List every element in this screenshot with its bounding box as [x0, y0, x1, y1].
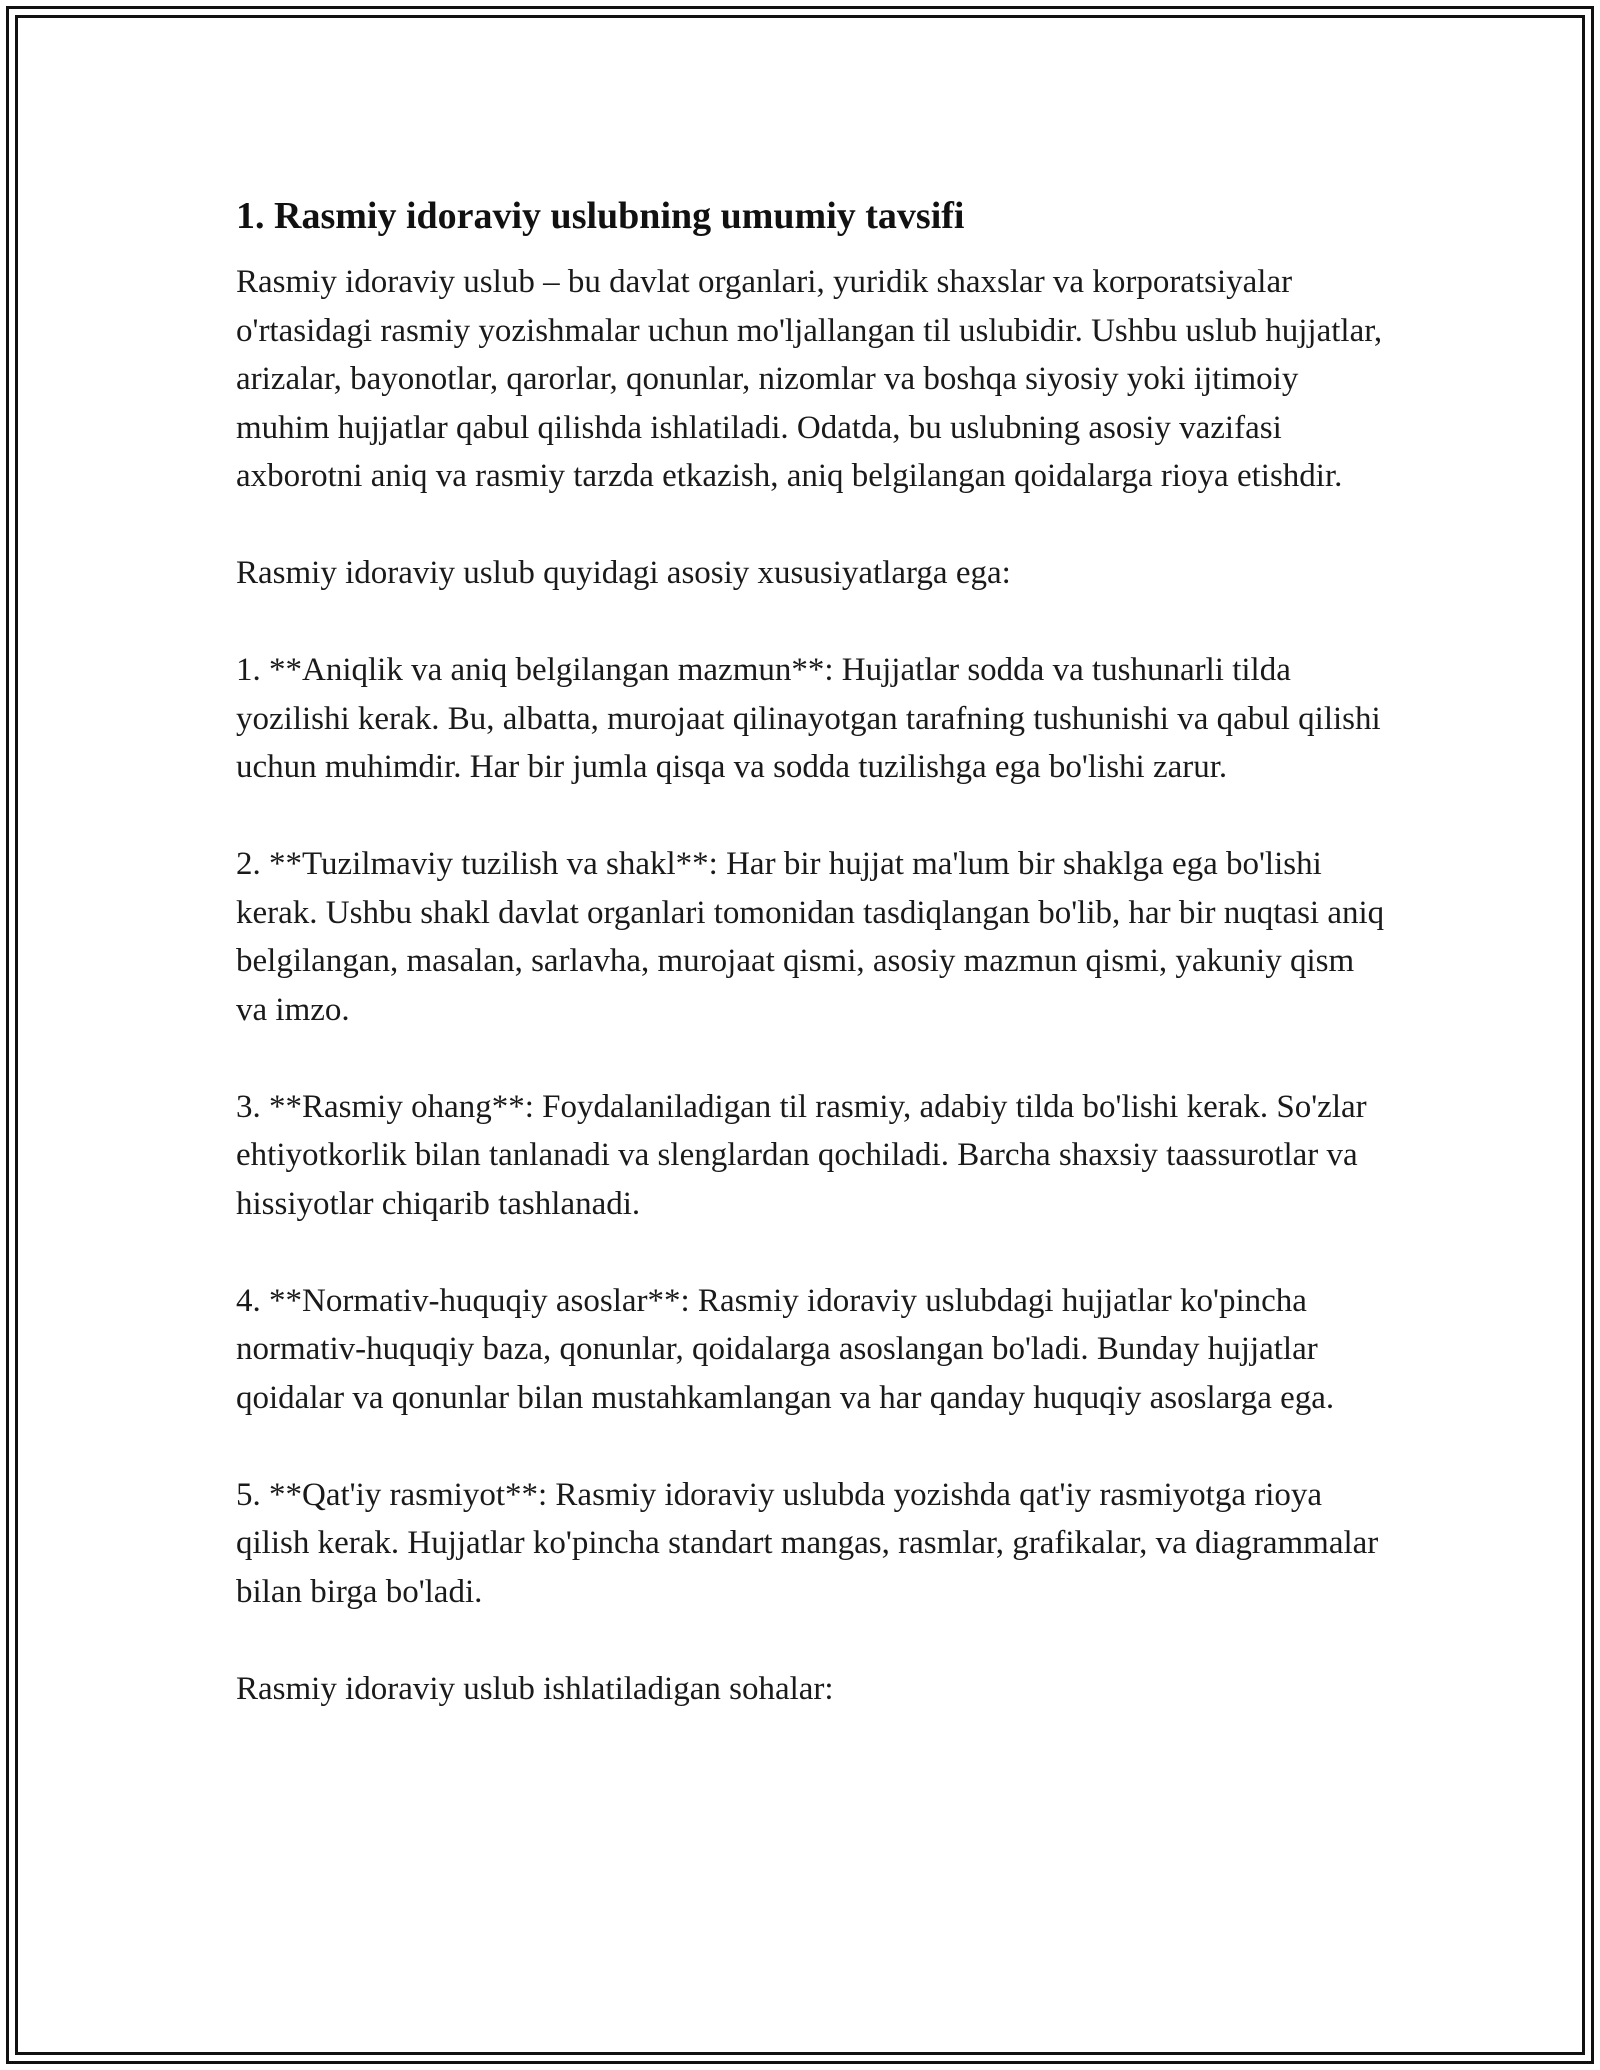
paragraph-areas-lead: Rasmiy idoraviy uslub ishlatiladigan sohalar: [236, 1670, 834, 1707]
list-item-4: 4. **Normativ-huquqiy asoslar**: Rasmiy idoraviy uslubdagi hujjatlar ko'pincha normativ-huquqiy baza, qonunlar, qoidalarga asoslangan bo'ladi. Bunday hujjatlar qoidalar va qonunlar bilan mustahkamlangan va har qanday huquqiy asoslarga ega. [236, 1282, 1335, 1416]
list-item-1: 1. **Aniqlik va aniq belgilangan mazmun**: Hujjatlar sodda va tushunarli tilda yozilishi kerak. Bu, albatta, murojaat qilinayotgan tarafning tushunishi va qabul qilishi uchun muhimdir. Har bir jumla qisqa va sodda tuzilishga ega bo'lishi zarur. [236, 652, 1381, 785]
paragraph-intro: Rasmiy idoraviy uslub – bu davlat organlari, yuridik shaxslar va korporatsiyalar o'rtasidagi rasmiy yozishmalar uchun mo'ljallangan til uslubidir. Ushbu uslub hujjatlar, arizalar, bayonotlar, qarorlar, qonunlar, nizomlar va boshqa siyosiy yoki ijtimoiy muhim hujjatlar qabul qilishda ishlatiladi. Odatda, bu uslubning asosiy vazifasi axborotni aniq va rasmiy tarzda etkazish, aniq belgilangan qoidalarga rioya etishdir. [236, 264, 1383, 494]
document-title: 1. Rasmiy idoraviy uslubning umumiy tavsifi [236, 195, 965, 237]
list-item-5: 5. **Qat'iy rasmiyot**: Rasmiy idoraviy uslubda yozishda qat'iy rasmiyotga rioya qilish kerak. Hujjatlar ko'pincha standart mangas, rasmlar, grafikalar, va diagrammalar bilan birga bo'ladi. [236, 1476, 1379, 1610]
paragraph-features-lead: Rasmiy idoraviy uslub quyidagi asosiy xususiyatlarga ega: [236, 555, 1011, 591]
list-item-3: 3. **Rasmiy ohang**: Foydalaniladigan til rasmiy, adabiy tilda bo'lishi kerak. So'zlar ehtiyotkorlik bilan tanlanadi va slenglardan qochiladi. Barcha shaxsiy taassurotlar va hissiyotlar chiqarib tashlanadi. [236, 1088, 1367, 1222]
document-body [236, 190, 1386, 1762]
list-item-2: 2. **Tuzilmaviy tuzilish va shakl**: Har bir hujjat ma'lum bir shaklga ega bo'lishi kerak. Ushbu shakl davlat organlari tomonidan tasdiqlangan bo'lib, har bir nuqtasi aniq belgilangan, masalan, sarlavha, murojaat qismi, asosiy mazmun qismi, yakuniy qism va imzo. [236, 846, 1385, 1028]
